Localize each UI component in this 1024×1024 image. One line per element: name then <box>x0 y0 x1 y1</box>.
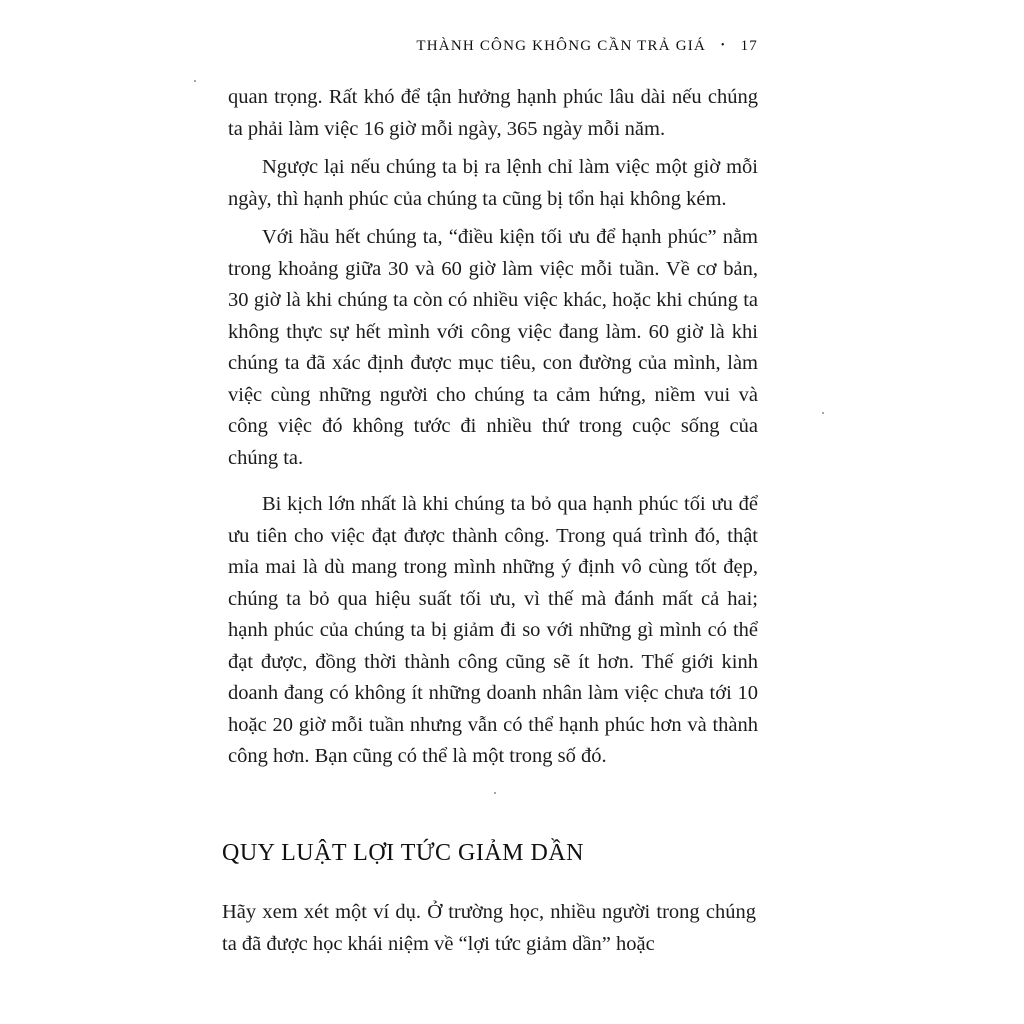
section-heading: QUY LUẬT LỢI TỨC GIẢM DẦN <box>222 840 584 866</box>
running-title: THÀNH CÔNG KHÔNG CẦN TRẢ GIÁ <box>416 38 706 54</box>
scan-speck <box>822 412 824 414</box>
paragraph: Hãy xem xét một ví dụ. Ở trường học, nhiều người trong chúng ta đã được học khái niệm về “lợi tức giảm dần” hoặc <box>222 901 756 955</box>
scan-speck <box>494 792 496 794</box>
body-text <box>228 82 758 773</box>
running-header <box>416 38 758 55</box>
scan-speck <box>194 80 196 82</box>
section-body <box>222 896 756 960</box>
header-bullet: • <box>720 40 726 51</box>
paragraph-continuation: quan trọng. Rất khó để tận hưởng hạnh phúc lâu dài nếu chúng ta phải làm việc 16 giờ mỗi ngày, 365 ngày mỗi năm. <box>228 86 758 140</box>
paragraph: Ngược lại nếu chúng ta bị ra lệnh chỉ làm việc một giờ mỗi ngày, thì hạnh phúc của chúng ta cũng bị tổn hại không kém. <box>228 156 758 210</box>
paragraph: Bi kịch lớn nhất là khi chúng ta bỏ qua hạnh phúc tối ưu để ưu tiên cho việc đạt được thành công. Trong quá trình đó, thật mỉa mai là dù mang trong mình những ý định vô cùng tốt đẹp, chúng ta bỏ qua hiệu suất tối ưu, vì thế mà đánh mất cả hai; hạnh phúc của chúng ta bị giảm đi so với những gì mình có thể đạt được, đồng thời thành công cũng sẽ ít hơn. Thế giới kinh doanh đang có không ít những doanh nhân làm việc chưa tới 10 hoặc 20 giờ mỗi tuần nhưng vẫn có thể hạnh phúc hơn và thành công hơn. Bạn cũng có thể là một trong số đó. <box>228 493 758 767</box>
page-number: 17 <box>740 38 758 54</box>
paragraph: Với hầu hết chúng ta, “điều kiện tối ưu để hạnh phúc” nằm trong khoảng giữa 30 và 60 giờ làm việc mỗi tuần. Về cơ bản, 30 giờ là khi chúng ta còn có nhiều việc khác, hoặc khi chúng ta không thực sự hết mình với công việc đang làm. 60 giờ là khi chúng ta đã xác định được mục tiêu, con đường của mình, làm việc cùng những người cho chúng ta cảm hứng, niềm vui và công việc đó không tước đi nhiều thứ trong cuộc sống của chúng ta. <box>228 226 758 469</box>
